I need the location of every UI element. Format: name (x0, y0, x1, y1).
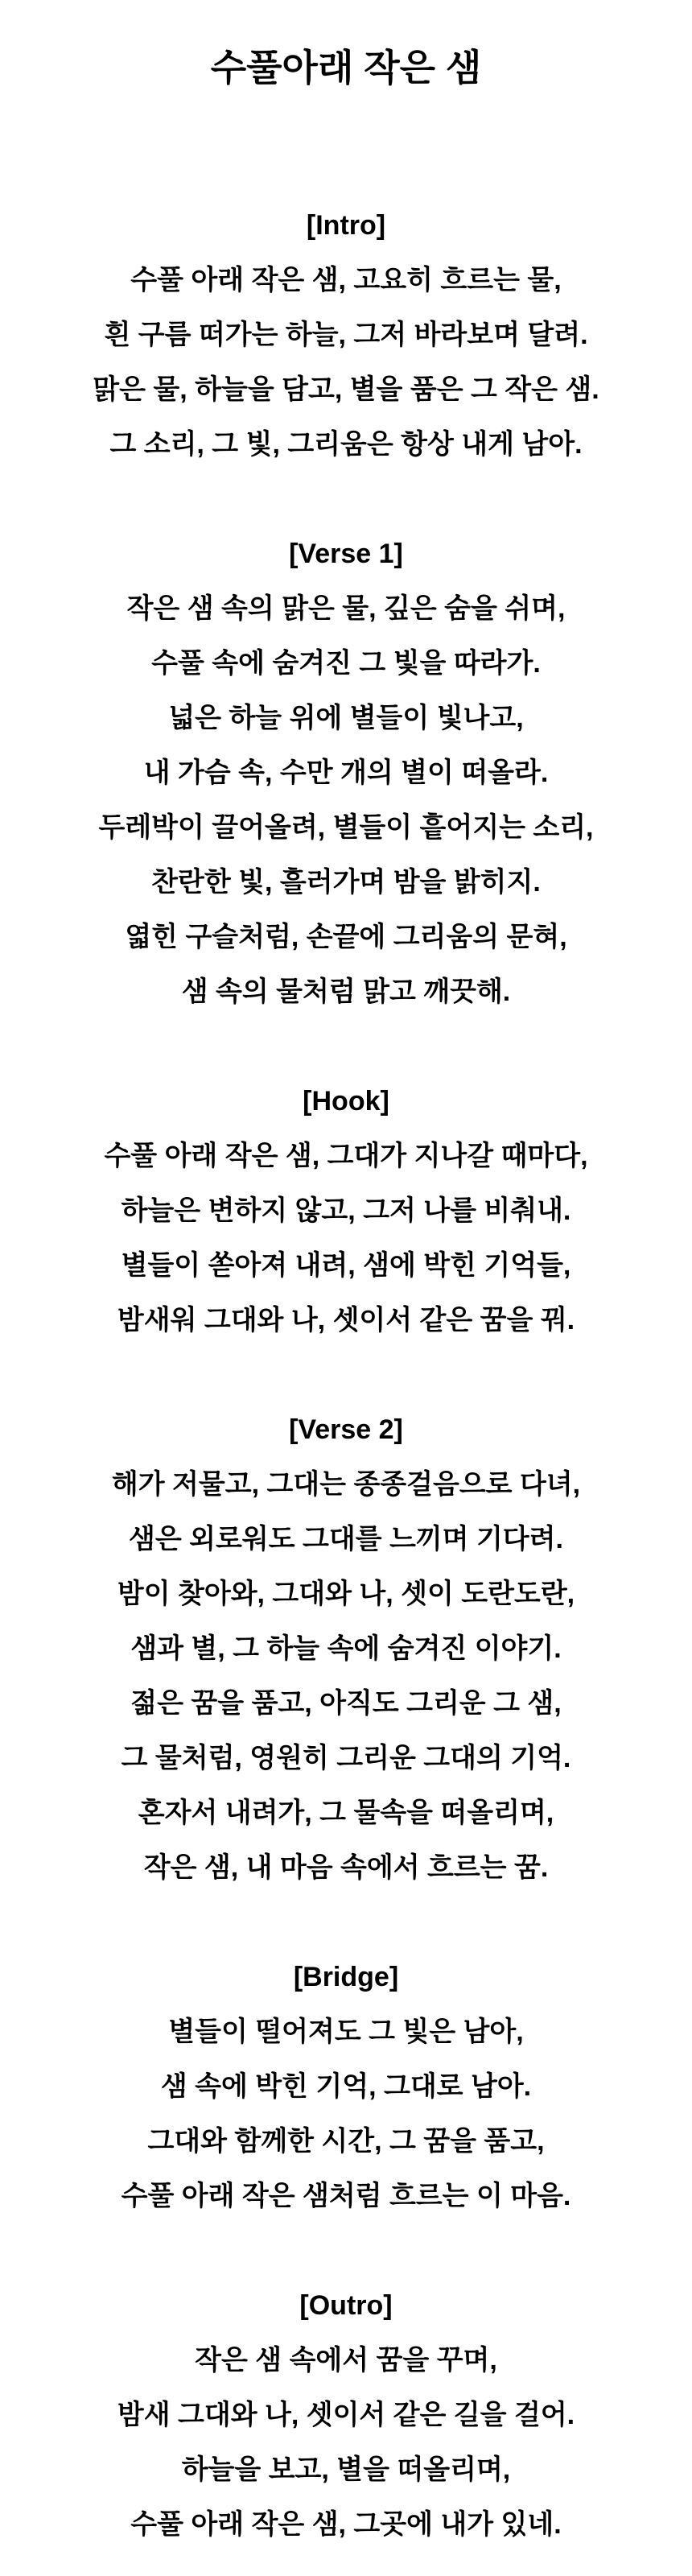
section-header-intro: [Intro] (306, 210, 386, 241)
lyric-line: 흰 구름 떠가는 하늘, 그저 바라보며 달려. (104, 320, 588, 350)
section-header-hook: [Hook] (303, 1086, 389, 1117)
lyric-line: 내 가슴 속, 수만 개의 별이 떠올라. (143, 758, 549, 788)
section-verse-2 (0, 1402, 692, 1895)
lyric-line: 그 소리, 그 빛, 그리움은 항상 내게 남아. (109, 429, 583, 460)
lyric-line: 샘과 별, 그 하늘 속에 숨겨진 이야기. (130, 1633, 562, 1664)
lyric-line: 하늘을 보고, 별을 떠올리며, (181, 2454, 511, 2485)
lyric-line: 작은 샘 속에서 꿈을 꾸며, (195, 2345, 497, 2376)
section-header-outro: [Outro] (299, 2290, 393, 2321)
lyric-line: 밤이 찾아와, 그대와 나, 셋이 도란도란, (117, 1579, 575, 1609)
section-bridge (0, 1950, 692, 2223)
lyric-line: 샘은 외로워도 그대를 느끼며 기다려. (129, 1524, 563, 1554)
lyric-line: 찬란한 빛, 흘러가며 밤을 밝히지. (151, 867, 541, 898)
lyric-line: 샘 속에 박힌 기억, 그대로 남아. (160, 2071, 532, 2102)
section-outro (0, 2278, 692, 2552)
lyric-line: 하늘은 변하지 않고, 그저 나를 비춰내. (121, 1195, 571, 1226)
section-header-bridge: [Bridge] (293, 1962, 399, 1992)
lyric-line: 작은 샘 속의 맑은 물, 깊은 숨을 쉬며, (126, 593, 566, 624)
lyric-line: 별들이 쏟아져 내려, 샘에 박힌 기억들, (121, 1250, 571, 1281)
lyric-line: 해가 저물고, 그대는 종종걸음으로 다녀, (111, 1469, 581, 1500)
section-intro (0, 198, 692, 472)
page-title: 수풀아래 작은 샘 (210, 47, 482, 89)
section-verse-1 (0, 526, 692, 1019)
lyric-line: 수풀 아래 작은 샘, 그곳에 내가 있네. (130, 2509, 562, 2540)
lyric-line: 엷힌 구슬처럼, 손끝에 그리움의 문혀, (125, 922, 567, 952)
lyric-line: 밤새 그대와 나, 셋이서 같은 길을 걸어. (117, 2400, 575, 2430)
section-hook (0, 1074, 692, 1348)
lyric-line: 수풀 속에 숨겨진 그 빛을 따라가. (151, 648, 541, 679)
lyric-line: 수풀 아래 작은 샘, 그대가 지나갈 때마다, (104, 1141, 588, 1171)
lyric-line: 맑은 물, 하늘을 담고, 별을 품은 그 작은 샘. (93, 374, 599, 405)
lyric-line: 넓은 하늘 위에 별들이 빛나고, (168, 703, 524, 733)
lyric-line: 혼자서 내려가, 그 물속을 떠올리며, (138, 1798, 554, 1828)
lyric-line: 수풀 아래 작은 샘, 고요히 흐르는 물, (130, 265, 562, 295)
lyric-line: 밤새워 그대와 나, 셋이서 같은 꿈을 꿔. (117, 1305, 575, 1335)
lyric-line: 별들이 떨어져도 그 빛은 남아, (168, 2017, 524, 2047)
section-header-verse-2: [Verse 2] (289, 1414, 403, 1445)
section-header-verse-1: [Verse 1] (289, 539, 403, 569)
lyric-line: 젊은 꿈을 품고, 아직도 그리운 그 샘, (130, 1688, 562, 1719)
lyric-line: 그대와 함께한 시간, 그 꿈을 품고, (147, 2126, 545, 2157)
lyric-line: 작은 샘, 내 마음 속에서 흐르는 꿈. (143, 1852, 549, 1883)
lyric-line: 두레박이 끌어올려, 별들이 흩어지는 소리, (98, 812, 594, 843)
lyric-line: 샘 속의 물처럼 맑고 깨끗해. (181, 976, 511, 1007)
lyric-line: 수풀 아래 작은 샘처럼 흐르는 이 마음. (121, 2181, 571, 2211)
lyric-line: 그 물처럼, 영원히 그리운 그대의 기억. (121, 1743, 571, 1773)
